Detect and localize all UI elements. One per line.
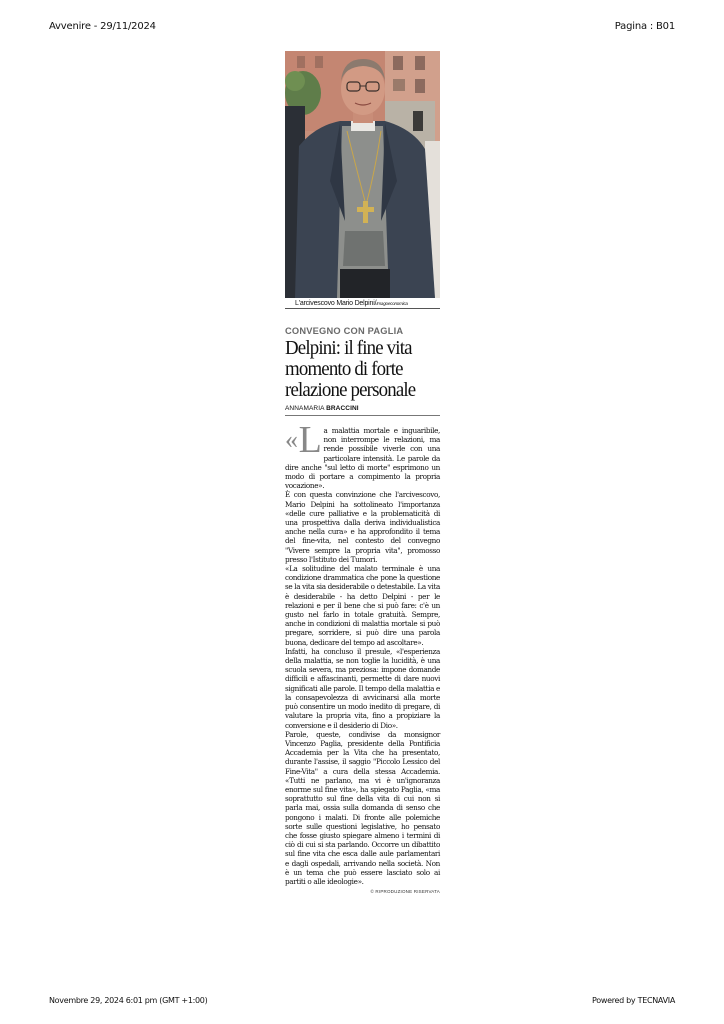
article-headline: Delpini: il fine vita momento di forte relazione personale [285, 337, 416, 401]
article-body [285, 419, 440, 886]
paragraph: Infatti, ha concluso il presule, «l'esperienza della malattia, se non toglie la lucidità, è una scuola severa, ma preziosa: impone domande difficili e affascinanti, permette di dare nuovi significati alle parole. Il tempo della malattia e la consapevolezza di avvicinarsi alla morte può consentire un modo inedito di pregare, di valutare la propria vita, fino a propiziare la conversione e il desiderio di Dio». [285, 646, 440, 730]
publication-date: Avvenire - 29/11/2024 [49, 21, 156, 32]
author-first-name: ANNAMARIA [285, 405, 327, 412]
photo-credit: Imagoeconomica [376, 301, 408, 306]
article-photo [285, 51, 440, 298]
article [285, 51, 440, 894]
open-quote-mark: « [285, 425, 298, 454]
page-number: Pagina : B01 [614, 21, 675, 32]
lead-paragraph [285, 419, 440, 491]
author-last-name: BRACCINI [326, 405, 359, 412]
drop-cap: L [298, 419, 322, 461]
portrait-image [285, 51, 440, 298]
caption-text: L'arcivescovo Mario Delpini/ [295, 300, 377, 307]
article-kicker: CONVEGNO CON PAGLIA [285, 326, 404, 336]
print-timestamp: Novembre 29, 2024 6:01 pm (GMT +1:00) [49, 996, 208, 1005]
byline [285, 405, 440, 416]
reproduction-notice: © RIPRODUZIONE RISERVATA [370, 889, 440, 895]
photo-caption [285, 298, 440, 309]
paragraph-text: a malattia mortale e inguaribile, non interrompe le relazioni, ma rende possibile viverle con una particolare intensità. Le parole da dire anche "sul letto di morte" esprimono un modo di portare a compimento la propria vocazione». [285, 426, 440, 491]
powered-by: Powered by TECNAVIA [592, 996, 675, 1005]
paragraph: È con questa convinzione che l'arcivescovo, Mario Delpini ha sottolineato l'importanza «delle cure palliative e la problematicità di una prospettiva dalla deriva individualistica anche nella cura» e ha approfondito il tema del fine-vita, nel contesto del convegno "Vivere sempre la propria vita", promosso presso l'Istituto dei Tumori. [285, 490, 440, 564]
paragraph: «La solitudine del malato terminale è una condizione drammatica che pone la questione se la vita sia desiderabile o detestabile. La vita è desiderabile - ha detto Delpini - per le relazioni e per il bene che si può fare: c'è un gusto nel farlo in totale gratuità. Sempre, anche in condizioni di malattia mortale si può pregare, sorridere, si può dire una parola buona, dedicare del tempo ad ascoltare». [285, 564, 440, 647]
paragraph: Parole, queste, condivise da monsignor Vincenzo Paglia, presidente della Pontificia Accademia per la Vita che ha presentato, durante l'assise, il saggio "Piccolo Lessico del Fine-Vita" a cura della stessa Accademia. «Tutti ne parlano, ma vi è un'ignoranza enorme sul fine vita», ha spiegato Paglia, «ma soprattutto sul fine della vita di cui non si parla mai, ossia sulla domanda di senso che pongono i malati. Di fronte alle polemiche sorte sulle questioni legislative, ho pensato che fosse giusto spiegare almeno i termini di ciò di cui si sta parlando. Occorre un dibattito sul fine vita che esca dalle aule parlamentari e dagli ospedali, arrivando nella società. Non è un tema che può essere lasciato solo ai partiti o alle ideologie». [285, 729, 440, 886]
